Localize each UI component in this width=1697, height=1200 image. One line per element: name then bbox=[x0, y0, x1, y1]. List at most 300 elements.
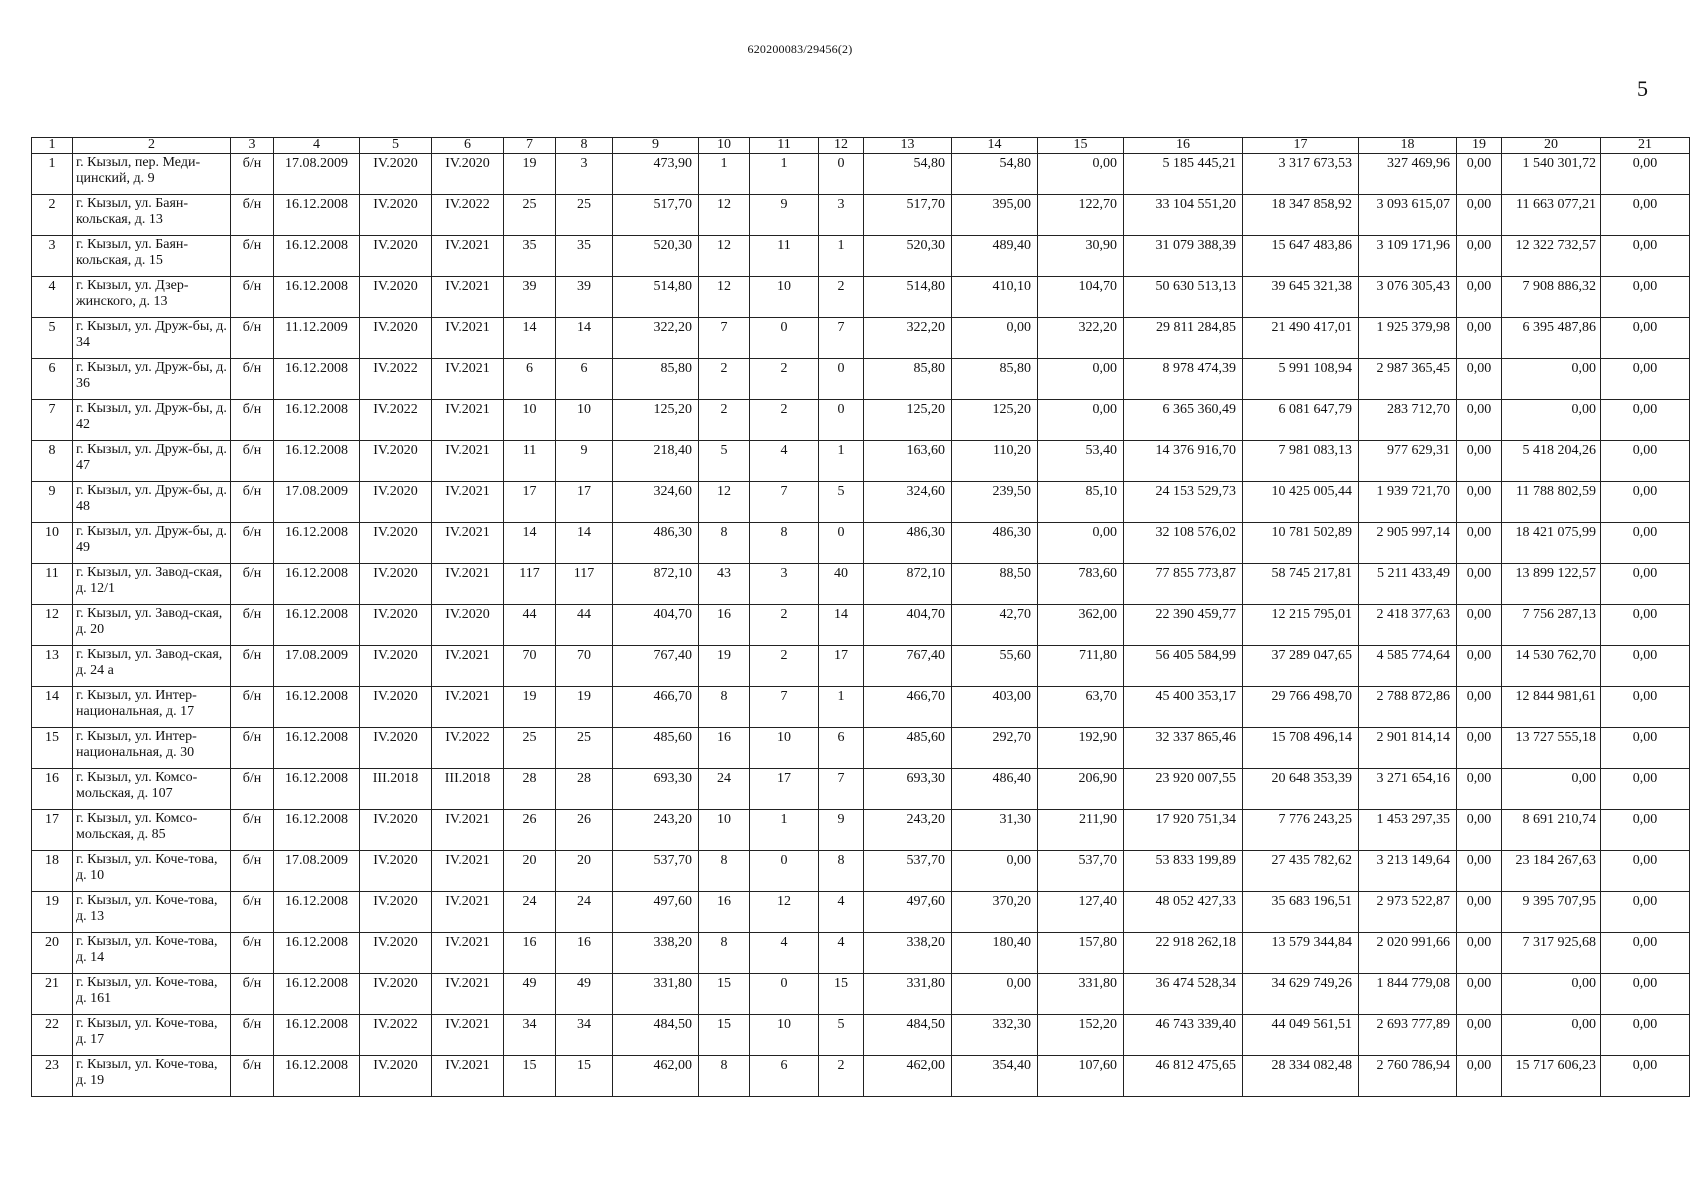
table-cell-col-21: 0,00 bbox=[1601, 441, 1690, 482]
table-cell-col-20: 9 395 707,95 bbox=[1502, 892, 1601, 933]
table-cell-col-21: 0,00 bbox=[1601, 277, 1690, 318]
table-cell-col-10: 15 bbox=[699, 1015, 750, 1056]
table-cell-col-7: 39 bbox=[504, 277, 556, 318]
table-cell-col-9: 324,60 bbox=[613, 482, 699, 523]
column-header-21: 21 bbox=[1601, 138, 1690, 154]
table-cell-col-21: 0,00 bbox=[1601, 769, 1690, 810]
table-cell-col-13: 872,10 bbox=[864, 564, 952, 605]
table-cell-col-7: 70 bbox=[504, 646, 556, 687]
table-cell-col-10: 24 bbox=[699, 769, 750, 810]
table-cell-col-17: 12 215 795,01 bbox=[1243, 605, 1359, 646]
table-cell-col-18: 1 453 297,35 bbox=[1359, 810, 1457, 851]
table-cell-col-17: 3 317 673,53 bbox=[1243, 154, 1359, 195]
table-cell-col-6: IV.2020 bbox=[432, 605, 504, 646]
table-cell-col-18: 2 973 522,87 bbox=[1359, 892, 1457, 933]
table-cell-col-13: 520,30 bbox=[864, 236, 952, 277]
table-cell-col-12: 0 bbox=[819, 400, 864, 441]
table-cell-col-9: 693,30 bbox=[613, 769, 699, 810]
table-cell-col-16: 36 474 528,34 bbox=[1124, 974, 1243, 1015]
table-cell-col-14: 486,30 bbox=[952, 523, 1038, 564]
table-cell-col-17: 6 081 647,79 bbox=[1243, 400, 1359, 441]
table-cell-col-21: 0,00 bbox=[1601, 728, 1690, 769]
table-row bbox=[32, 892, 1690, 933]
table-cell-col-5: IV.2020 bbox=[360, 277, 432, 318]
table-body bbox=[32, 154, 1690, 1097]
address-cell: г. Кызыл, ул. Интер-национальная, д. 30 bbox=[73, 728, 231, 769]
table-cell-col-19: 0,00 bbox=[1457, 154, 1502, 195]
table-cell-col-11: 10 bbox=[750, 277, 819, 318]
table-cell-col-5: IV.2020 bbox=[360, 1056, 432, 1097]
table-cell-col-3: б/н bbox=[231, 1056, 274, 1097]
address-cell: г. Кызыл, ул. Коче-това, д. 14 bbox=[73, 933, 231, 974]
table-cell-col-15: 0,00 bbox=[1038, 400, 1124, 441]
data-table bbox=[31, 137, 1690, 1097]
table-cell-col-12: 14 bbox=[819, 605, 864, 646]
table-cell-col-1: 21 bbox=[32, 974, 73, 1015]
table-cell-col-13: 485,60 bbox=[864, 728, 952, 769]
table-cell-col-15: 157,80 bbox=[1038, 933, 1124, 974]
table-cell-col-3: б/н bbox=[231, 933, 274, 974]
table-cell-col-19: 0,00 bbox=[1457, 605, 1502, 646]
table-cell-col-17: 29 766 498,70 bbox=[1243, 687, 1359, 728]
table-cell-col-9: 514,80 bbox=[613, 277, 699, 318]
table-cell-col-8: 20 bbox=[556, 851, 613, 892]
column-header-4: 4 bbox=[274, 138, 360, 154]
table-cell-col-18: 3 076 305,43 bbox=[1359, 277, 1457, 318]
column-header-11: 11 bbox=[750, 138, 819, 154]
table-cell-col-4: 16.12.2008 bbox=[274, 195, 360, 236]
table-cell-col-11: 1 bbox=[750, 810, 819, 851]
table-cell-col-5: IV.2020 bbox=[360, 482, 432, 523]
table-cell-col-3: б/н bbox=[231, 400, 274, 441]
table-cell-col-15: 0,00 bbox=[1038, 359, 1124, 400]
table-cell-col-6: IV.2021 bbox=[432, 441, 504, 482]
table-cell-col-8: 34 bbox=[556, 1015, 613, 1056]
table-cell-col-14: 0,00 bbox=[952, 851, 1038, 892]
table-cell-col-3: б/н bbox=[231, 892, 274, 933]
table-cell-col-3: б/н bbox=[231, 482, 274, 523]
table-cell-col-21: 0,00 bbox=[1601, 523, 1690, 564]
table-cell-col-13: 462,00 bbox=[864, 1056, 952, 1097]
table-cell-col-7: 6 bbox=[504, 359, 556, 400]
table-cell-col-10: 1 bbox=[699, 154, 750, 195]
table-cell-col-1: 17 bbox=[32, 810, 73, 851]
table-cell-col-15: 192,90 bbox=[1038, 728, 1124, 769]
table-cell-col-8: 15 bbox=[556, 1056, 613, 1097]
table-cell-col-19: 0,00 bbox=[1457, 892, 1502, 933]
table-row bbox=[32, 974, 1690, 1015]
table-cell-col-15: 0,00 bbox=[1038, 523, 1124, 564]
table-cell-col-5: IV.2020 bbox=[360, 441, 432, 482]
table-cell-col-8: 35 bbox=[556, 236, 613, 277]
table-cell-col-4: 16.12.2008 bbox=[274, 236, 360, 277]
table-cell-col-6: IV.2021 bbox=[432, 1056, 504, 1097]
column-header-8: 8 bbox=[556, 138, 613, 154]
table-cell-col-13: 338,20 bbox=[864, 933, 952, 974]
table-cell-col-19: 0,00 bbox=[1457, 810, 1502, 851]
table-cell-col-14: 110,20 bbox=[952, 441, 1038, 482]
table-cell-col-9: 322,20 bbox=[613, 318, 699, 359]
table-row bbox=[32, 277, 1690, 318]
table-cell-col-19: 0,00 bbox=[1457, 1015, 1502, 1056]
table-cell-col-16: 32 108 576,02 bbox=[1124, 523, 1243, 564]
table-cell-col-11: 1 bbox=[750, 154, 819, 195]
table-cell-col-11: 2 bbox=[750, 359, 819, 400]
table-cell-col-15: 783,60 bbox=[1038, 564, 1124, 605]
table-cell-col-6: IV.2021 bbox=[432, 933, 504, 974]
table-cell-col-17: 44 049 561,51 bbox=[1243, 1015, 1359, 1056]
table-cell-col-4: 17.08.2009 bbox=[274, 851, 360, 892]
table-cell-col-13: 514,80 bbox=[864, 277, 952, 318]
table-cell-col-21: 0,00 bbox=[1601, 605, 1690, 646]
column-header-19: 19 bbox=[1457, 138, 1502, 154]
table-cell-col-12: 0 bbox=[819, 523, 864, 564]
table-cell-col-9: 497,60 bbox=[613, 892, 699, 933]
table-cell-col-17: 34 629 749,26 bbox=[1243, 974, 1359, 1015]
table-cell-col-7: 15 bbox=[504, 1056, 556, 1097]
table-cell-col-7: 26 bbox=[504, 810, 556, 851]
table-cell-col-19: 0,00 bbox=[1457, 687, 1502, 728]
table-cell-col-11: 12 bbox=[750, 892, 819, 933]
table-cell-col-3: б/н bbox=[231, 318, 274, 359]
table-row bbox=[32, 154, 1690, 195]
address-cell: г. Кызыл, ул. Баян-кольская, д. 15 bbox=[73, 236, 231, 277]
table-cell-col-9: 218,40 bbox=[613, 441, 699, 482]
address-cell: г. Кызыл, ул. Дзер-жинского, д. 13 bbox=[73, 277, 231, 318]
table-cell-col-7: 14 bbox=[504, 318, 556, 359]
table-cell-col-7: 35 bbox=[504, 236, 556, 277]
table-cell-col-11: 11 bbox=[750, 236, 819, 277]
column-header-7: 7 bbox=[504, 138, 556, 154]
table-cell-col-16: 48 052 427,33 bbox=[1124, 892, 1243, 933]
table-cell-col-5: IV.2020 bbox=[360, 564, 432, 605]
table-cell-col-12: 5 bbox=[819, 1015, 864, 1056]
table-cell-col-7: 44 bbox=[504, 605, 556, 646]
table-cell-col-14: 489,40 bbox=[952, 236, 1038, 277]
table-cell-col-16: 77 855 773,87 bbox=[1124, 564, 1243, 605]
table-cell-col-20: 0,00 bbox=[1502, 769, 1601, 810]
table-cell-col-15: 152,20 bbox=[1038, 1015, 1124, 1056]
table-cell-col-18: 5 211 433,49 bbox=[1359, 564, 1457, 605]
table-cell-col-18: 1 939 721,70 bbox=[1359, 482, 1457, 523]
table-cell-col-14: 54,80 bbox=[952, 154, 1038, 195]
table-cell-col-3: б/н bbox=[231, 523, 274, 564]
table-cell-col-11: 7 bbox=[750, 482, 819, 523]
table-cell-col-17: 18 347 858,92 bbox=[1243, 195, 1359, 236]
table-cell-col-7: 11 bbox=[504, 441, 556, 482]
table-cell-col-12: 3 bbox=[819, 195, 864, 236]
page-number: 5 bbox=[1637, 76, 1648, 101]
table-cell-col-1: 2 bbox=[32, 195, 73, 236]
column-header-15: 15 bbox=[1038, 138, 1124, 154]
table-cell-col-8: 16 bbox=[556, 933, 613, 974]
table-cell-col-14: 354,40 bbox=[952, 1056, 1038, 1097]
table-cell-col-11: 4 bbox=[750, 441, 819, 482]
table-cell-col-4: 16.12.2008 bbox=[274, 974, 360, 1015]
table-cell-col-19: 0,00 bbox=[1457, 441, 1502, 482]
table-cell-col-19: 0,00 bbox=[1457, 728, 1502, 769]
table-cell-col-19: 0,00 bbox=[1457, 277, 1502, 318]
table-cell-col-8: 25 bbox=[556, 728, 613, 769]
table-cell-col-4: 16.12.2008 bbox=[274, 523, 360, 564]
table-cell-col-15: 122,70 bbox=[1038, 195, 1124, 236]
table-cell-col-6: IV.2022 bbox=[432, 728, 504, 769]
table-cell-col-17: 20 648 353,39 bbox=[1243, 769, 1359, 810]
table-cell-col-18: 2 905 997,14 bbox=[1359, 523, 1457, 564]
table-cell-col-12: 4 bbox=[819, 933, 864, 974]
table-cell-col-19: 0,00 bbox=[1457, 1056, 1502, 1097]
table-cell-col-14: 31,30 bbox=[952, 810, 1038, 851]
table-cell-col-20: 13 899 122,57 bbox=[1502, 564, 1601, 605]
table-cell-col-1: 10 bbox=[32, 523, 73, 564]
table-cell-col-13: 693,30 bbox=[864, 769, 952, 810]
table-cell-col-14: 370,20 bbox=[952, 892, 1038, 933]
table-cell-col-17: 7 981 083,13 bbox=[1243, 441, 1359, 482]
column-header-5: 5 bbox=[360, 138, 432, 154]
table-cell-col-13: 484,50 bbox=[864, 1015, 952, 1056]
table-cell-col-17: 10 781 502,89 bbox=[1243, 523, 1359, 564]
table-cell-col-6: IV.2021 bbox=[432, 1015, 504, 1056]
address-cell: г. Кызыл, ул. Комсо-мольская, д. 85 bbox=[73, 810, 231, 851]
table-cell-col-7: 49 bbox=[504, 974, 556, 1015]
address-cell: г. Кызыл, ул. Комсо-мольская, д. 107 bbox=[73, 769, 231, 810]
table-cell-col-19: 0,00 bbox=[1457, 564, 1502, 605]
table-cell-col-14: 410,10 bbox=[952, 277, 1038, 318]
table-cell-col-5: IV.2022 bbox=[360, 1015, 432, 1056]
table-cell-col-17: 7 776 243,25 bbox=[1243, 810, 1359, 851]
table-cell-col-20: 13 727 555,18 bbox=[1502, 728, 1601, 769]
table-cell-col-14: 88,50 bbox=[952, 564, 1038, 605]
table-cell-col-18: 3 271 654,16 bbox=[1359, 769, 1457, 810]
table-cell-col-9: 338,20 bbox=[613, 933, 699, 974]
table-cell-col-3: б/н bbox=[231, 687, 274, 728]
table-cell-col-9: 486,30 bbox=[613, 523, 699, 564]
table-cell-col-4: 16.12.2008 bbox=[274, 933, 360, 974]
table-cell-col-16: 31 079 388,39 bbox=[1124, 236, 1243, 277]
table-cell-col-15: 331,80 bbox=[1038, 974, 1124, 1015]
table-cell-col-20: 7 756 287,13 bbox=[1502, 605, 1601, 646]
table-cell-col-8: 44 bbox=[556, 605, 613, 646]
table-cell-col-6: IV.2021 bbox=[432, 523, 504, 564]
address-cell: г. Кызыл, ул. Друж-бы, д. 47 bbox=[73, 441, 231, 482]
table-cell-col-5: IV.2020 bbox=[360, 605, 432, 646]
table-cell-col-9: 125,20 bbox=[613, 400, 699, 441]
column-header-18: 18 bbox=[1359, 138, 1457, 154]
column-header-12: 12 bbox=[819, 138, 864, 154]
table-cell-col-14: 0,00 bbox=[952, 974, 1038, 1015]
table-cell-col-4: 16.12.2008 bbox=[274, 1015, 360, 1056]
table-cell-col-5: IV.2020 bbox=[360, 933, 432, 974]
table-cell-col-4: 16.12.2008 bbox=[274, 441, 360, 482]
table-cell-col-12: 5 bbox=[819, 482, 864, 523]
table-cell-col-11: 0 bbox=[750, 974, 819, 1015]
table-cell-col-13: 125,20 bbox=[864, 400, 952, 441]
address-cell: г. Кызыл, ул. Коче-това, д. 161 bbox=[73, 974, 231, 1015]
table-cell-col-13: 331,80 bbox=[864, 974, 952, 1015]
table-row bbox=[32, 236, 1690, 277]
column-header-17: 17 bbox=[1243, 138, 1359, 154]
column-header-3: 3 bbox=[231, 138, 274, 154]
table-row bbox=[32, 605, 1690, 646]
table-cell-col-12: 0 bbox=[819, 359, 864, 400]
table-cell-col-3: б/н bbox=[231, 646, 274, 687]
table-cell-col-10: 12 bbox=[699, 236, 750, 277]
table-cell-col-16: 8 978 474,39 bbox=[1124, 359, 1243, 400]
address-cell: г. Кызыл, ул. Друж-бы, д. 36 bbox=[73, 359, 231, 400]
table-cell-col-10: 16 bbox=[699, 728, 750, 769]
table-cell-col-3: б/н bbox=[231, 277, 274, 318]
table-cell-col-3: б/н bbox=[231, 728, 274, 769]
table-cell-col-11: 7 bbox=[750, 687, 819, 728]
column-header-1: 1 bbox=[32, 138, 73, 154]
table-cell-col-12: 7 bbox=[819, 318, 864, 359]
table-cell-col-15: 107,60 bbox=[1038, 1056, 1124, 1097]
table-cell-col-20: 1 540 301,72 bbox=[1502, 154, 1601, 195]
table-cell-col-6: IV.2020 bbox=[432, 154, 504, 195]
table-cell-col-4: 16.12.2008 bbox=[274, 277, 360, 318]
table-cell-col-16: 45 400 353,17 bbox=[1124, 687, 1243, 728]
table-cell-col-1: 8 bbox=[32, 441, 73, 482]
column-header-10: 10 bbox=[699, 138, 750, 154]
table-header bbox=[32, 138, 1690, 154]
table-cell-col-9: 767,40 bbox=[613, 646, 699, 687]
table-cell-col-12: 8 bbox=[819, 851, 864, 892]
table-cell-col-1: 22 bbox=[32, 1015, 73, 1056]
address-cell: г. Кызыл, ул. Друж-бы, д. 42 bbox=[73, 400, 231, 441]
table-row bbox=[32, 1056, 1690, 1097]
table-cell-col-20: 8 691 210,74 bbox=[1502, 810, 1601, 851]
table-cell-col-4: 16.12.2008 bbox=[274, 728, 360, 769]
table-cell-col-10: 12 bbox=[699, 482, 750, 523]
table-cell-col-7: 19 bbox=[504, 154, 556, 195]
table-cell-col-7: 28 bbox=[504, 769, 556, 810]
table-cell-col-1: 6 bbox=[32, 359, 73, 400]
table-cell-col-11: 8 bbox=[750, 523, 819, 564]
table-cell-col-17: 28 334 082,48 bbox=[1243, 1056, 1359, 1097]
column-header-14: 14 bbox=[952, 138, 1038, 154]
table-cell-col-8: 9 bbox=[556, 441, 613, 482]
table-cell-col-15: 85,10 bbox=[1038, 482, 1124, 523]
table-cell-col-19: 0,00 bbox=[1457, 974, 1502, 1015]
table-cell-col-7: 117 bbox=[504, 564, 556, 605]
table-cell-col-21: 0,00 bbox=[1601, 933, 1690, 974]
table-cell-col-1: 5 bbox=[32, 318, 73, 359]
table-cell-col-15: 537,70 bbox=[1038, 851, 1124, 892]
table-cell-col-20: 11 788 802,59 bbox=[1502, 482, 1601, 523]
table-cell-col-14: 0,00 bbox=[952, 318, 1038, 359]
table-cell-col-12: 7 bbox=[819, 769, 864, 810]
address-cell: г. Кызыл, ул. Друж-бы, д. 49 bbox=[73, 523, 231, 564]
table-cell-col-18: 3 109 171,96 bbox=[1359, 236, 1457, 277]
table-cell-col-14: 125,20 bbox=[952, 400, 1038, 441]
table-cell-col-6: III.2018 bbox=[432, 769, 504, 810]
table-cell-col-7: 25 bbox=[504, 728, 556, 769]
table-cell-col-15: 127,40 bbox=[1038, 892, 1124, 933]
table-cell-col-3: б/н bbox=[231, 441, 274, 482]
table-cell-col-5: IV.2020 bbox=[360, 974, 432, 1015]
table-cell-col-10: 8 bbox=[699, 687, 750, 728]
table-cell-col-6: IV.2021 bbox=[432, 810, 504, 851]
table-cell-col-7: 14 bbox=[504, 523, 556, 564]
table-cell-col-20: 0,00 bbox=[1502, 974, 1601, 1015]
table-cell-col-13: 324,60 bbox=[864, 482, 952, 523]
table-cell-col-10: 8 bbox=[699, 851, 750, 892]
table-cell-col-13: 85,80 bbox=[864, 359, 952, 400]
table-cell-col-8: 28 bbox=[556, 769, 613, 810]
table-cell-col-20: 23 184 267,63 bbox=[1502, 851, 1601, 892]
table-cell-col-20: 6 395 487,86 bbox=[1502, 318, 1601, 359]
table-cell-col-14: 239,50 bbox=[952, 482, 1038, 523]
table-cell-col-14: 180,40 bbox=[952, 933, 1038, 974]
address-cell: г. Кызыл, ул. Коче-това, д. 10 bbox=[73, 851, 231, 892]
table-cell-col-17: 10 425 005,44 bbox=[1243, 482, 1359, 523]
table-row bbox=[32, 318, 1690, 359]
table-cell-col-1: 20 bbox=[32, 933, 73, 974]
table-cell-col-5: III.2018 bbox=[360, 769, 432, 810]
table-cell-col-8: 25 bbox=[556, 195, 613, 236]
table-cell-col-18: 4 585 774,64 bbox=[1359, 646, 1457, 687]
table-cell-col-17: 15 708 496,14 bbox=[1243, 728, 1359, 769]
table-cell-col-7: 34 bbox=[504, 1015, 556, 1056]
table-cell-col-4: 16.12.2008 bbox=[274, 810, 360, 851]
table-cell-col-10: 16 bbox=[699, 892, 750, 933]
table-cell-col-11: 6 bbox=[750, 1056, 819, 1097]
table-cell-col-11: 10 bbox=[750, 1015, 819, 1056]
document-id: 620200083/29456(2) bbox=[747, 42, 853, 56]
table-cell-col-18: 2 418 377,63 bbox=[1359, 605, 1457, 646]
table-cell-col-5: IV.2020 bbox=[360, 154, 432, 195]
table-row bbox=[32, 810, 1690, 851]
table-cell-col-10: 8 bbox=[699, 523, 750, 564]
table-cell-col-21: 0,00 bbox=[1601, 1056, 1690, 1097]
table-cell-col-6: IV.2021 bbox=[432, 974, 504, 1015]
table-cell-col-6: IV.2021 bbox=[432, 687, 504, 728]
table-cell-col-11: 3 bbox=[750, 564, 819, 605]
table-cell-col-9: 404,70 bbox=[613, 605, 699, 646]
address-cell: г. Кызыл, ул. Друж-бы, д. 34 bbox=[73, 318, 231, 359]
table-cell-col-13: 243,20 bbox=[864, 810, 952, 851]
table-cell-col-10: 8 bbox=[699, 933, 750, 974]
table-cell-col-11: 4 bbox=[750, 933, 819, 974]
table-cell-col-1: 12 bbox=[32, 605, 73, 646]
table-cell-col-13: 54,80 bbox=[864, 154, 952, 195]
table-cell-col-14: 486,40 bbox=[952, 769, 1038, 810]
table-cell-col-3: б/н bbox=[231, 974, 274, 1015]
table-cell-col-1: 1 bbox=[32, 154, 73, 195]
table-cell-col-14: 292,70 bbox=[952, 728, 1038, 769]
table-cell-col-16: 33 104 551,20 bbox=[1124, 195, 1243, 236]
table-cell-col-11: 0 bbox=[750, 318, 819, 359]
table-cell-col-12: 17 bbox=[819, 646, 864, 687]
column-header-16: 16 bbox=[1124, 138, 1243, 154]
table-cell-col-11: 2 bbox=[750, 646, 819, 687]
address-cell: г. Кызыл, ул. Завод-ская, д. 24 а bbox=[73, 646, 231, 687]
table-cell-col-7: 10 bbox=[504, 400, 556, 441]
table-cell-col-20: 12 844 981,61 bbox=[1502, 687, 1601, 728]
table-cell-col-8: 17 bbox=[556, 482, 613, 523]
table-cell-col-6: IV.2022 bbox=[432, 195, 504, 236]
table-cell-col-4: 16.12.2008 bbox=[274, 769, 360, 810]
table-cell-col-5: IV.2020 bbox=[360, 687, 432, 728]
table-cell-col-6: IV.2021 bbox=[432, 482, 504, 523]
table-cell-col-3: б/н bbox=[231, 359, 274, 400]
table-cell-col-18: 1 925 379,98 bbox=[1359, 318, 1457, 359]
table-cell-col-16: 5 185 445,21 bbox=[1124, 154, 1243, 195]
table-cell-col-8: 14 bbox=[556, 318, 613, 359]
table-row bbox=[32, 646, 1690, 687]
table-cell-col-12: 1 bbox=[819, 687, 864, 728]
header-row bbox=[32, 138, 1690, 154]
